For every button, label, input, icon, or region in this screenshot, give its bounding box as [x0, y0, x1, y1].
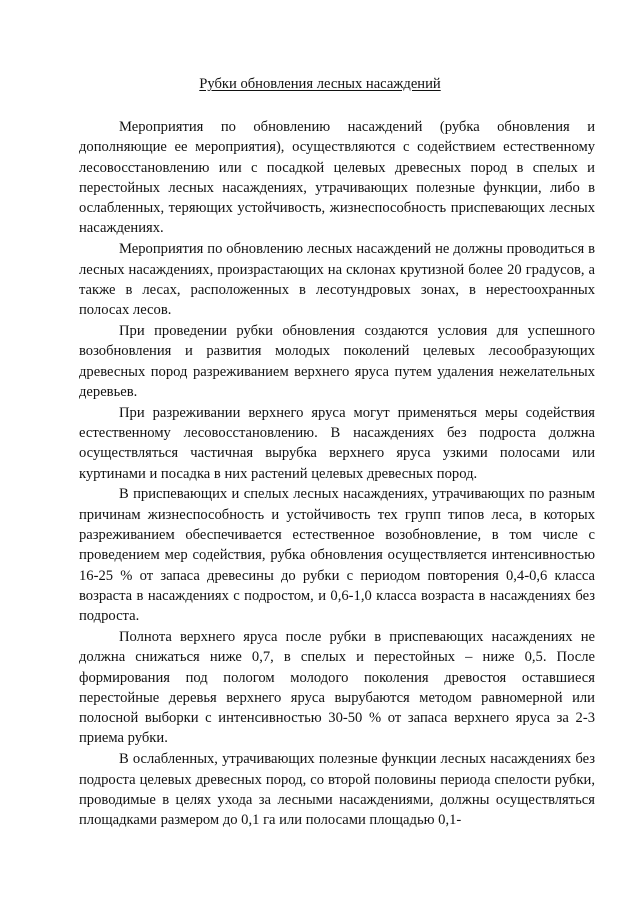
document-body: [79, 117, 595, 831]
paragraph-2: Мероприятия по обновлению лесных насаждений не должны проводиться в лесных насаждениях, произрастающих на склонах крутизной более 20 градусов, а также в лесах, расположенных в лесотундровых зонах, в нерестоохранных полосах лесов.: [79, 241, 595, 319]
paragraph-4: При разреживании верхнего яруса могут применяться меры содействия естественному лесовосстановлению. В насаждениях без подроста должна осуществляться частичная вырубка верхнего яруса узкими полосами или куртинами и посадка в них растений целевых древесных пород.: [79, 404, 595, 482]
paragraph-5: В приспевающих и спелых лесных насаждениях, утрачивающих по разным причинам жизнеспособность и устойчивость тех групп типов леса, в которых разреживанием обеспечивается естественное возобновление, в том числе с проведением мер содействия, рубка обновления осуществляется интенсивностью 16-25 % от запаса древесины до рубки с периодом повторения 0,4-0,6 класса возраста в насаждениях с подростом, и 0,6-1,0 класса возраста в насаждениях без подроста.: [79, 486, 595, 625]
paragraph-3: При проведении рубки обновления создаются условия для успешного возобновления и развития молодых поколений целевых лесообразующих древесных пород разреживанием верхнего яруса путем удаления нежелательных деревьев.: [79, 322, 595, 400]
paragraph-6: Полнота верхнего яруса после рубки в приспевающих насаждениях не должна снижаться ниже 0,7, в спелых и перестойных – ниже 0,5. После формирования под пологом молодого поколения древостоя оставшиеся перестойные деревья верхнего яруса вырубаются методом равномерной или полосной выборки с интенсивностью 30-50 % от запаса верхнего яруса за 2-3 приема рубки.: [79, 628, 595, 747]
paragraph-7: В ослабленных, утрачивающих полезные функции лесных насаждениях без подроста целевых древесных пород, со второй половины периода спелости рубки, проводимые в целях ухода за лесными насаждениями, должны осуществляться площадками размером до 0,1 га или полосами площадью 0,1-: [79, 751, 595, 829]
paragraph-1: Мероприятия по обновлению насаждений (рубка обновления и дополняющие ее мероприятия), осуществляются с содействием естественному лесовосстановлению или с посадкой целевых древесных пород в спелых и перестойных лесных насаждениях, утрачивающих полезные функции, либо в ослабленных, теряющих устойчивость, жизнеспособность приспевающих лесных насаждениях.: [79, 119, 595, 237]
document-title: Рубки обновления лесных насаждений: [199, 76, 441, 92]
